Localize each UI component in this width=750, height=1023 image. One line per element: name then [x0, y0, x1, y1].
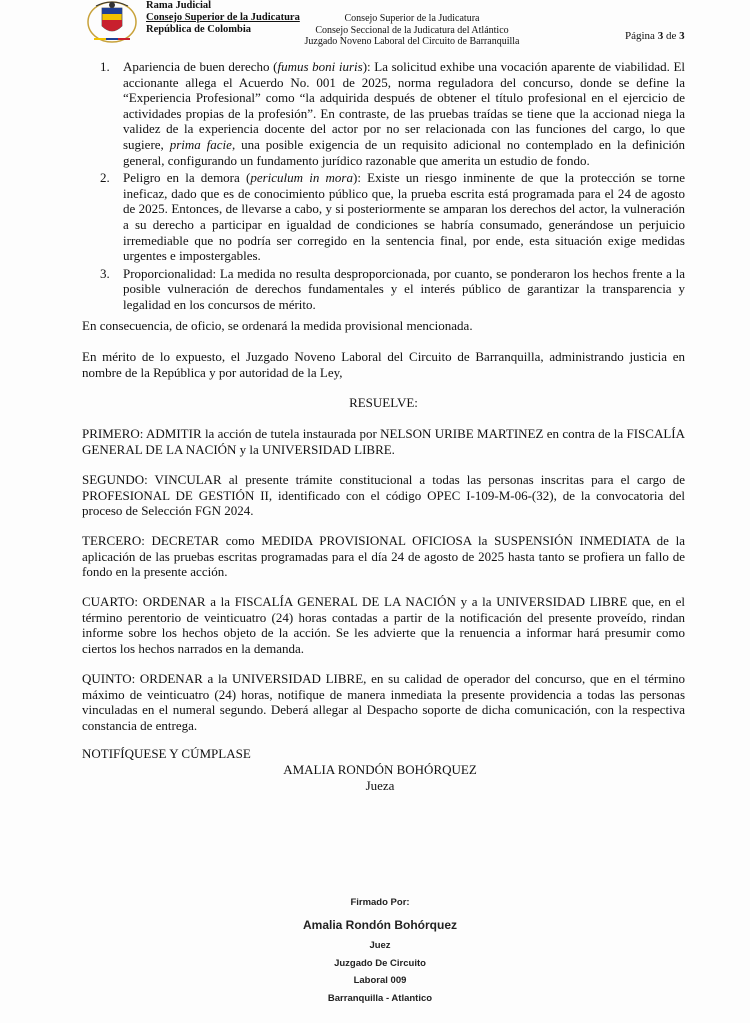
merit-paragraph: En mérito de lo expuesto, el Juzgado Noveno Laboral del Circuito de Barranquilla, administrando justicia en nombre de la República y por autoridad de la Ley, — [82, 349, 685, 380]
list-item-text: ): Existe un riesgo inminente de que la protección se torne ineficaz, dado que es de conocimiento público que, la prueba escrita está programada para el 24 de agosto de 2025. Entonces, de llevarse a cabo, y si posteriormente se amparan los derechos del actor, la vulneración a su derecho a participar en igualdad de condiciones se habría consumado, generándose un perjuicio irremediable que no podría ser corregido en la sentencia final, por ende, esta situación exige medidas urgentes e impostergables. — [123, 170, 685, 264]
page-number — [625, 30, 685, 42]
signer-city: Barranquilla - Atlantico — [327, 993, 433, 1004]
page-of: de — [665, 30, 677, 42]
list-item — [82, 59, 685, 168]
brand-block — [146, 0, 300, 36]
list-item-term: periculum in mora — [250, 170, 353, 186]
list-item — [82, 266, 685, 313]
list-item — [82, 170, 685, 264]
brand-line-1: Rama Judicial — [146, 0, 212, 11]
resolution-tercero: TERCERO: DECRETAR como MEDIDA PROVISIONAL OFICIOSA la SUSPENSIÓN INMEDIATA de la aplicación de las pruebas escritas programadas para el día 24 de agosto de 2025 hasta tanto se profiera un fallo de fondo en la presente acción. — [82, 533, 685, 580]
page-label: Página — [625, 30, 655, 42]
list-item-text: , una posible exigencia de un requisito adicional no contemplado en la definición general, configurando un fundamento jurídico razonable que amerita un estudio de fondo. — [123, 136, 686, 168]
page-total: 3 — [679, 30, 685, 42]
list-item-term: fumus boni iuris — [277, 59, 363, 74]
brand-line-2: Consejo Superior de la Judicatura — [146, 12, 300, 23]
list-item-number: 1. — [100, 59, 110, 74]
signer-name: Amalia Rondón Bohórquez — [303, 918, 457, 932]
judge-role: Jueza — [365, 778, 395, 793]
court-line-3: Juzgado Noveno Laboral del Circuito de Barranquilla — [304, 36, 520, 47]
signer-unit: Laboral 009 — [353, 975, 407, 986]
criteria-list — [82, 59, 685, 315]
court-header — [300, 13, 524, 48]
page-current: 3 — [657, 30, 664, 42]
list-item-lead: Apariencia de buen derecho ( — [123, 59, 278, 74]
resolution-cuarto: CUARTO: ORDENAR a la FISCALÍA GENERAL DE LA NACIÓN y a la UNIVERSIDAD LIBRE que, en el término perentorio de veinticuatro (24) horas contadas a partir de la notificación del presente proveído, rindan informe sobre los hechos objeto de la acción. Se les advierte que la renuencia a informar hará presumir como ciertos los hechos narrados en la demanda. — [82, 594, 685, 656]
resolve-heading: RESUELVE: — [349, 395, 418, 410]
coat-of-arms-logo — [84, 0, 140, 44]
brand-line-3: República de Colombia — [146, 24, 252, 35]
notify-line: NOTIFÍQUESE Y CÚMPLASE — [82, 746, 251, 761]
list-item-number: 2. — [100, 170, 110, 186]
judge-name: AMALIA RONDÓN BOHÓRQUEZ — [283, 762, 477, 777]
list-item-term: prima facie — [169, 136, 232, 152]
resolution-primero: PRIMERO: ADMITIR la acción de tutela instaurada por NELSON URIBE MARTINEZ en contra de la FISCALÍA GENERAL DE LA NACIÓN y la UNIVERSIDAD LIBRE. — [82, 426, 685, 457]
resolution-segundo: SEGUNDO: VINCULAR al presente trámite constitucional a todas las personas inscritas para el cargo de PROFESIONAL DE GESTIÓN II, identificado con el código OPEC I-109-M-06-(32), de la convocatoria del proceso de Selección FGN 2024. — [82, 472, 685, 519]
signed-by-label: Firmado Por: — [350, 897, 410, 908]
resolution-quinto: QUINTO: ORDENAR a la UNIVERSIDAD LIBRE, en su calidad de operador del concurso, que en el término máximo de veinticuatro (24) horas, notifique de manera inmediata la presente providencia a todas las personas vinculadas en el numeral segundo. Deberá allegar al Despacho soporte de dicha comunicación, con la respectiva constancia de entrega. — [82, 671, 685, 733]
signer-role: Juez — [369, 940, 391, 951]
court-line-1: Consejo Superior de la Judicatura — [344, 13, 480, 24]
list-item-lead: Peligro en la demora ( — [123, 170, 251, 186]
list-item-lead: Proporcionalidad: La medida no resulta desproporcionada, por cuanto, se ponderaron los hechos frente a la posible vulneración de derechos fundamentales y el interés público de garantizar la transparencia y legalidad en los concursos de mérito. — [123, 265, 685, 312]
court-line-2: Consejo Seccional de la Judicatura del Atlántico — [315, 24, 509, 36]
consequence-paragraph: En consecuencia, de oficio, se ordenará la medida provisional mencionada. — [82, 318, 473, 333]
signer-court: Juzgado De Circuito — [334, 958, 426, 969]
list-item-number: 3. — [100, 265, 110, 281]
list-item-text: ): La solicitud exhibe una vocación aparente de viabilidad. El accionante allega el Acuerdo No. 001 de 2025, norma reguladora del concurso, donde se define la “Experiencia Profesional” como “la adquirida después de obtener el título profesional en el ejercicio de actividades propias de la profesión”. En contraste, de las pruebas traídas se tiene que la accionad niega la validez de la experiencia docente del actor por no ser relacionada con las funciones del cargo, lo que sugiere, — [123, 59, 686, 152]
